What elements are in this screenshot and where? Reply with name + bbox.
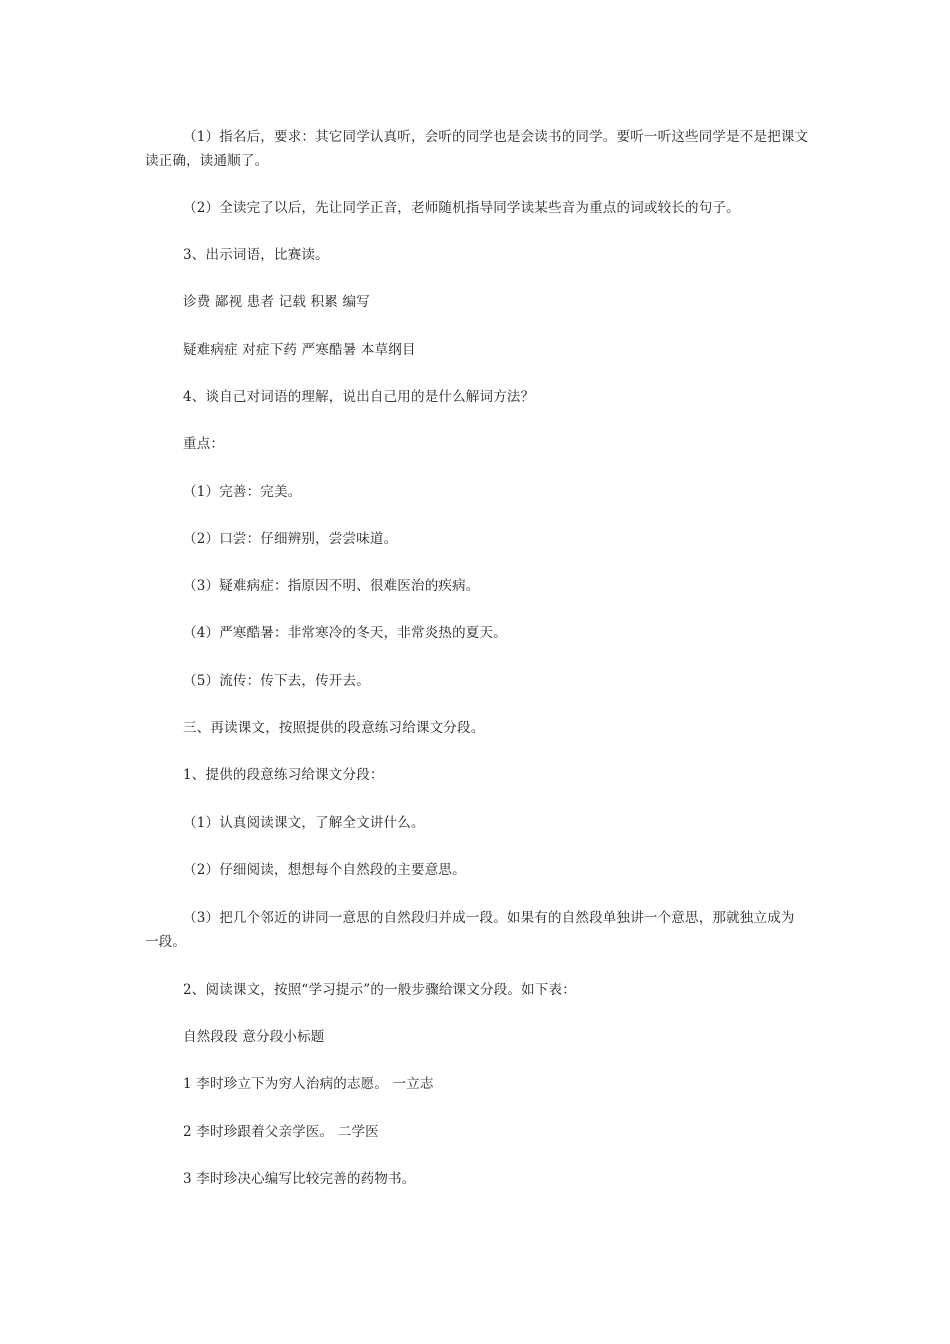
step-2: （2）仔细阅读，想想每个自然段的主要意思。 [183,862,466,878]
definition-2: （2）口尝：仔细辨别，尝尝味道。 [183,531,398,547]
table-row-1: 1 李时珍立下为穷人治病的志愿。 一立志 [183,1076,434,1092]
step-3-line-1: （3）把几个邻近的讲同一意思的自然段归并成一段。如果有的自然段单独讲一个意思，那就独立成为 [183,910,795,926]
paragraph-6: 4、谈自己对词语的理解，说出自己用的是什么解词方法？ [183,389,535,405]
definition-3: （3）疑难病症：指原因不明、很难医治的疾病。 [183,578,480,594]
step-3-line-2: 一段。 [145,934,187,950]
definition-5: （5）流传：传下去，传开去。 [183,673,370,689]
vocab-line-2: 疑难病症 对症下药 严寒酷暑 本草纲目 [183,342,416,358]
section-3-heading: 三、再读课文，按照提供的段意练习给课文分段。 [183,720,485,736]
table-row-3: 3 李时珍决心编写比较完善的药物书。 [183,1171,416,1187]
table-header: 自然段段 意分段小标题 [183,1029,325,1045]
definition-1: （1）完善：完美。 [183,484,302,500]
paragraph-1-line-2: 读正确，读通顺了。 [145,153,269,169]
paragraph-14: 1、提供的段意练习给课文分段： [183,767,384,783]
paragraph-18: 2、阅读课文，按照“学习提示”的一般步骤给课文分段。如下表： [183,982,576,998]
definition-4: （4）严寒酷暑：非常寒冷的冬天，非常炎热的夏天。 [183,625,507,641]
paragraph-3: 3、出示词语，比赛读。 [183,247,329,263]
vocab-line-1: 诊费 鄙视 患者 记载 积累 编写 [183,294,370,310]
table-row-2: 2 李时珍跟着父亲学医。 二学医 [183,1124,379,1140]
paragraph-1-line-1: （1）指名后，要求：其它同学认真听，会听的同学也是会读书的同学。要听一听这些同学是不是把课文 [183,129,809,145]
step-1: （1）认真阅读课文，了解全文讲什么。 [183,815,425,831]
key-points-heading: 重点： [183,436,225,452]
paragraph-2: （2）全读完了以后，先让同学正音，老师随机指导同学读某些音为重点的词或较长的句子。 [183,200,740,216]
